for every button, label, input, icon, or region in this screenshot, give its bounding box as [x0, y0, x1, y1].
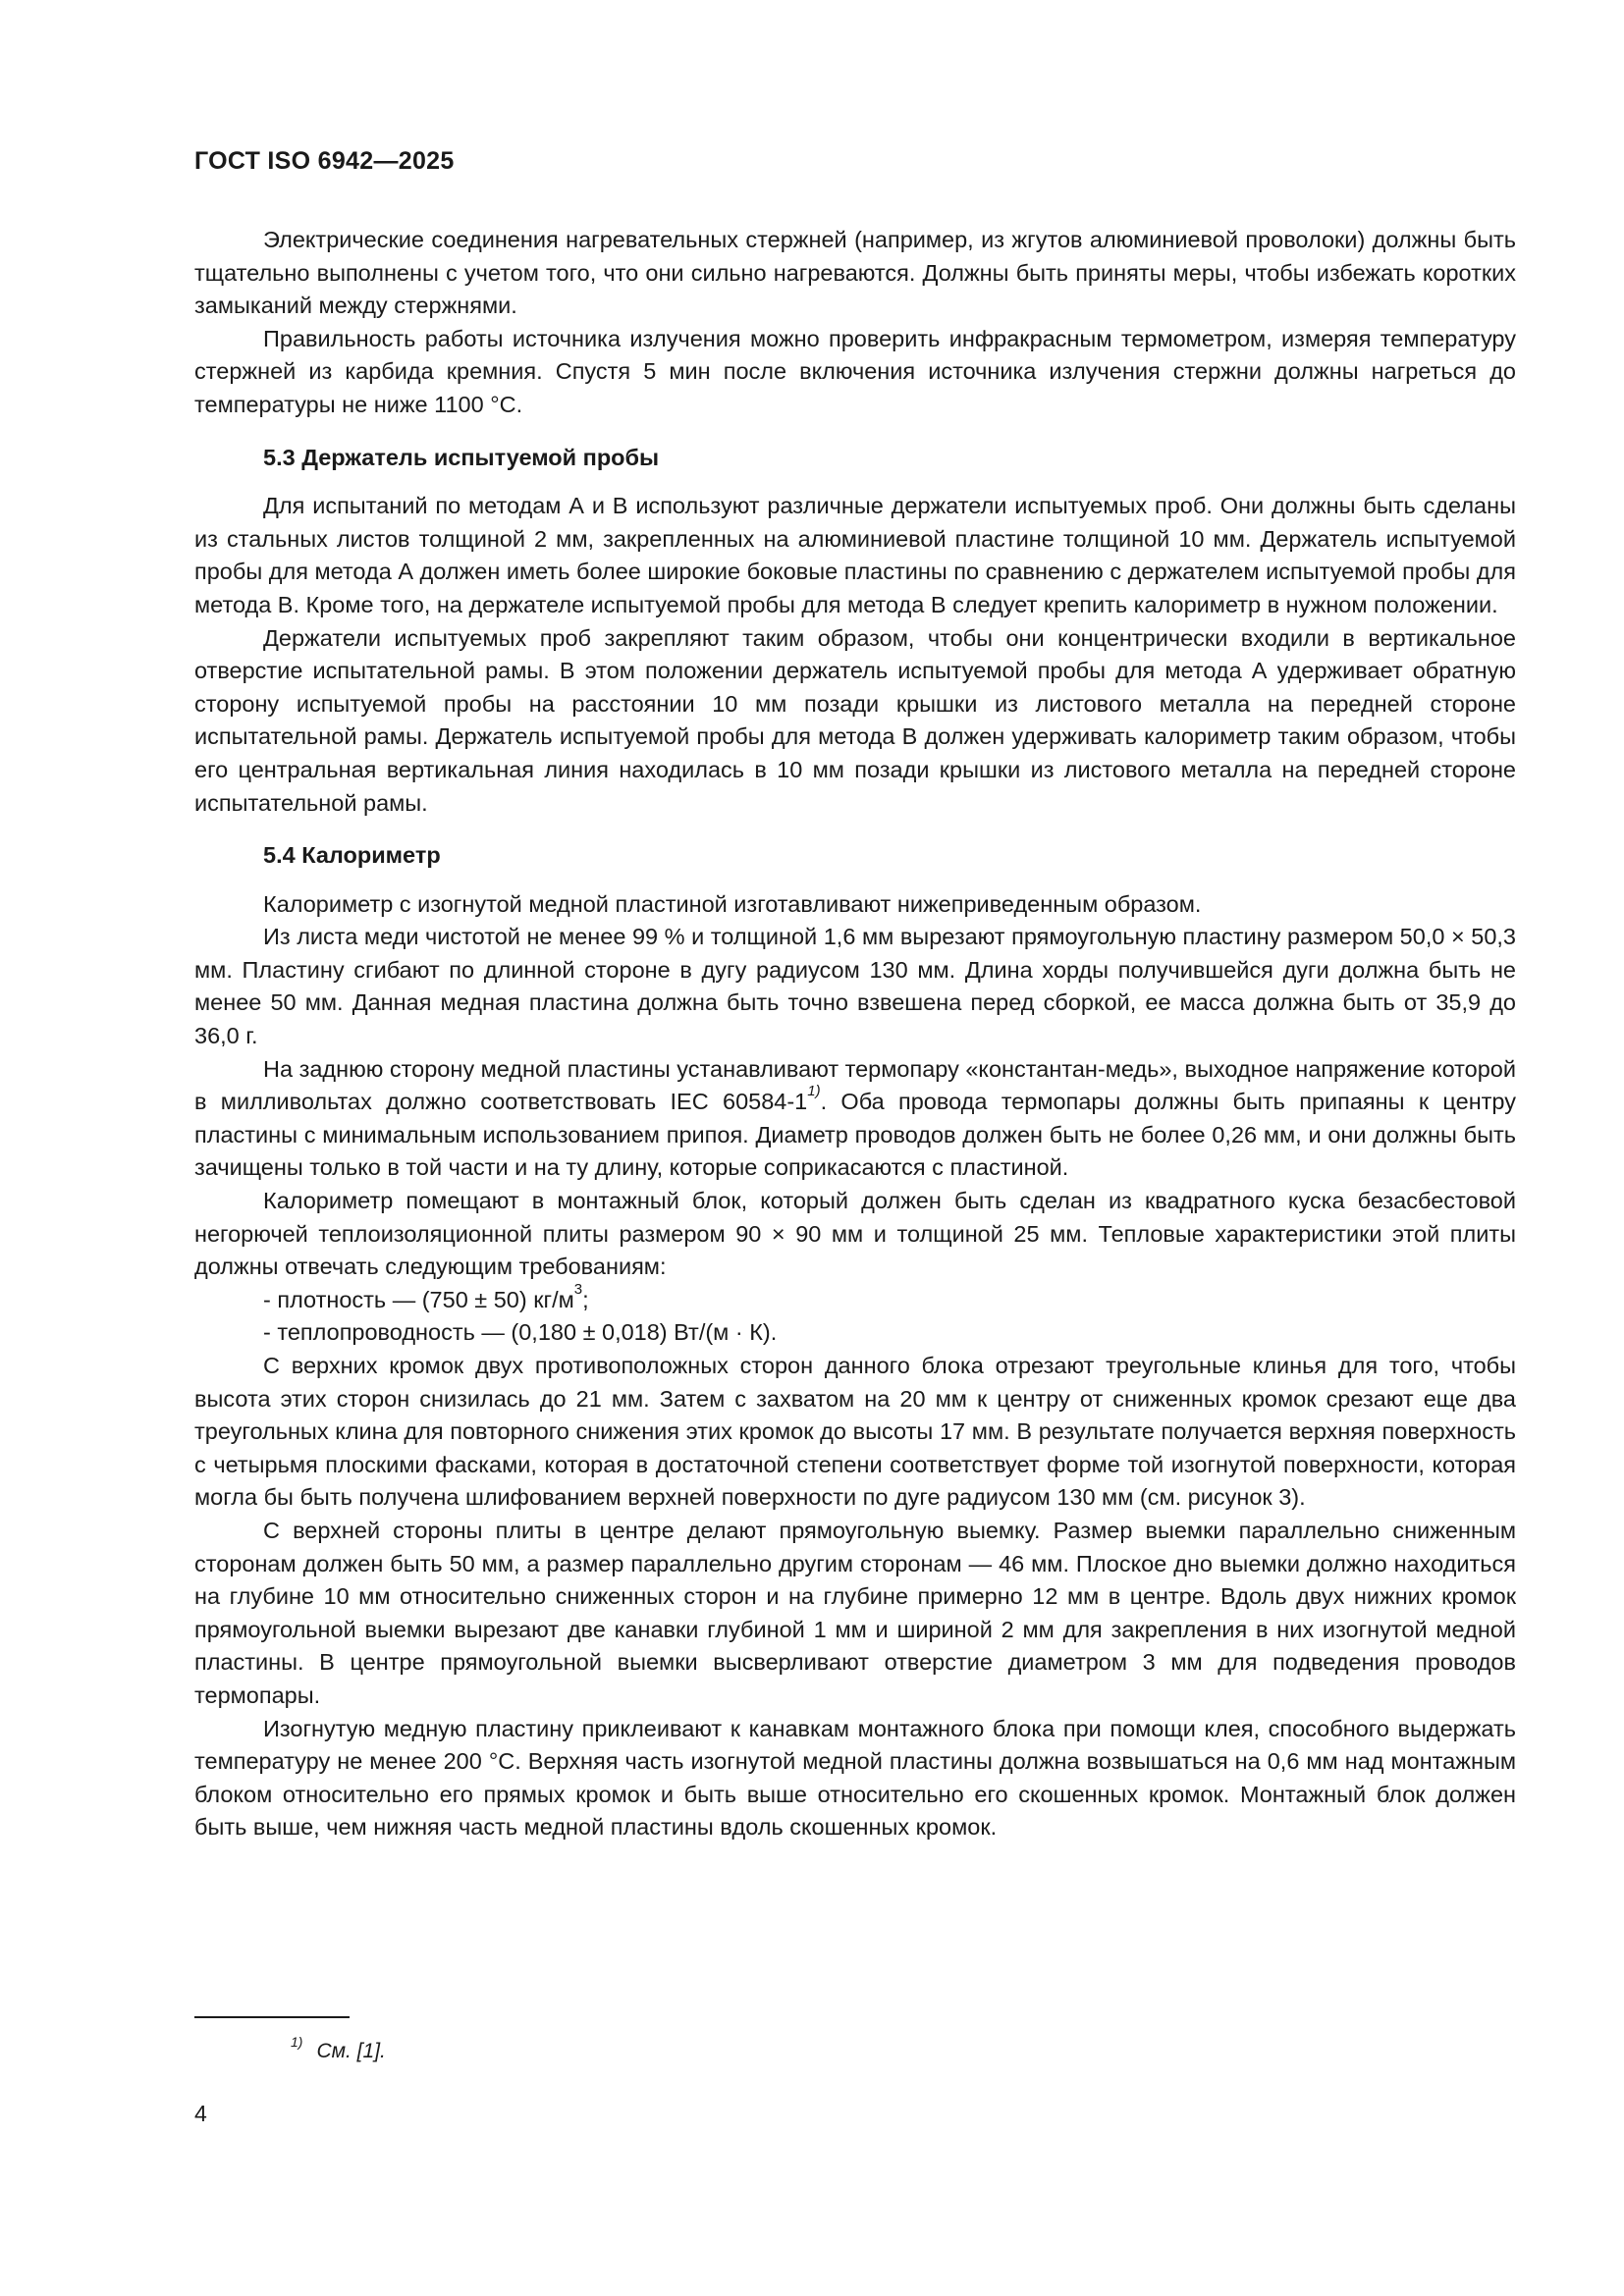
paragraph: Электрические соединения нагревательных стержней (например, из жгутов алюминиевой проволоки) должны быть тщательно выполнены с учетом того, что они сильно нагреваются. Должны быть приняты меры, чтобы избежать коротких замыканий между стержнями.	[194, 227, 1516, 319]
list-item-text: - плотность — (750 ± 50) кг/м	[263, 1286, 574, 1312]
footnote-reference[interactable]: 1)	[807, 1083, 821, 1100]
superscript: 3	[573, 1280, 583, 1298]
list-item: - теплопроводность — (0,180 ± 0,018) Вт/(м · К).	[263, 1319, 778, 1346]
document-body	[194, 224, 1516, 1844]
footnote-marker: 1)	[291, 2034, 303, 2050]
paragraph-text: . Оба провода термопары должны быть припаяны к центру пластины с минимальным использованием припоя. Диаметр проводов должен быть не более 0,26 мм, и они должны быть зачищены только в той части и на ту длину, которые соприкасаются с пластиной.	[194, 1089, 1516, 1181]
paragraph: Изогнутую медную пластину приклеивают к канавкам монтажного блока при помощи клея, способного выдержать температуру не менее 200 °С. Верхняя часть изогнутой медной пластины должна возвышаться на 0,6 мм над монтажным блоком относительно его прямых кромок и быть выше относительно его скошенных кромок. Монтажный блок должен быть выше, чем нижняя часть медной пластины вдоль скошенных кромок.	[194, 1715, 1516, 1841]
section-heading-5-3: 5.3 Держатель испытуемой пробы	[263, 444, 660, 470]
paragraph: Правильность работы источника излучения можно проверить инфракрасным термометром, измеряя температуру стержней из карбида кремния. Спустя 5 мин после включения источника излучения стержни должны нагреться до температуры не ниже 1100 °С.	[194, 325, 1516, 417]
list-item	[194, 1280, 1516, 1317]
paragraph: С верхней стороны плиты в центре делают прямоугольную выемку. Размер выемки параллельно сниженным сторонам должен быть 50 мм, а размер параллельно другим сторонам — 46 мм. Плоское дно выемки должно находиться на глубине 10 мм относительно сниженных сторон и на глубине примерно 12 мм в центре. Вдоль двух нижних кромок прямоугольной выемки вырезают две канавки глубиной 1 мм и шириной 2 мм для закрепления в них изогнутой медной пластины. В центре прямоугольной выемки высверливают отверстие диаметром 3 мм для подведения проводов термопары.	[194, 1517, 1516, 1708]
paragraph: Держатели испытуемых проб закрепляют таким образом, чтобы они концентрически входили в вертикальное отверстие испытательной рамы. В этом положении держатель испытуемой пробы для метода А удерживает обратную сторону испытуемой пробы на расстоянии 10 мм позади крышки из листового металла на передней стороне испытательной рамы. Держатель испытуемой пробы для метода В должен удерживать калориметр таким образом, чтобы его центральная вертикальная линия находилась в 10 мм позади крышки из листового металла на передней стороне испытательной рамы.	[194, 624, 1516, 816]
paragraph: С верхних кромок двух противоположных сторон данного блока отрезают треугольные клинья для того, чтобы высота этих сторон снизилась до 21 мм. Затем с захватом на 20 мм к центру от сниженных кромок срезают еще два треугольных клина для повторного снижения этих кромок до высоты 17 мм. В результате получается верхняя поверхность с четырьмя плоскими фасками, которая в достаточной степени соответствует форме той изогнутой поверхности, которая могла бы быть получена шлифованием верхней поверхности по дуге радиусом 130 мм (см. рисунок 3).	[194, 1353, 1516, 1511]
paragraph: Калориметр с изогнутой медной пластиной изготавливают нижеприведенным образом.	[263, 890, 1202, 917]
paragraph: Из листа меди чистотой не менее 99 % и толщиной 1,6 мм вырезают прямоугольную пластину размером 50,0 × 50,3 мм. Пластину сгибают по длинной стороне в дугу радиусом 130 мм. Длина хорды получившейся дуги должна быть не менее 50 мм. Данная медная пластина должна быть точно взвешена перед сборкой, ее масса должна быть от 35,9 до 36,0 г.	[194, 924, 1516, 1049]
footnote-text: См. [1].	[316, 2040, 386, 2062]
page-number: 4	[194, 2101, 207, 2126]
paragraph-with-footnote	[194, 1053, 1516, 1185]
paragraph-text: На заднюю сторону медной пластины устанавливают термопару «константан-медь», выходное напряжение которой в милливольтах должно соответствовать IEC 60584-1	[194, 1055, 1516, 1115]
document-header: ГОСТ ISO 6942—2025	[194, 147, 455, 175]
footnote	[291, 2034, 386, 2063]
list-item-text: ;	[582, 1286, 589, 1312]
paragraph: Для испытаний по методам А и В используют различные держатели испытуемых проб. Они должны быть сделаны из стальных листов толщиной 2 мм, закрепленных на алюминиевой пластине толщиной 10 мм. Держатель испытуемой пробы для метода А должен иметь более широкие боковые пластины по сравнению с держателем испытуемой пробы для метода В. Кроме того, на держателе испытуемой пробы для метода В следует крепить калориметр в нужном положении.	[194, 493, 1516, 617]
footnote-divider	[194, 2016, 350, 2018]
paragraph: Калориметр помещают в монтажный блок, который должен быть сделан из квадратного куска безасбестовой негорючей теплоизоляционной плиты размером 90 × 90 мм и толщиной 25 мм. Тепловые характеристики этой плиты должны отвечать следующим требованиям:	[194, 1188, 1516, 1280]
section-heading-5-4: 5.4 Калориметр	[263, 842, 441, 869]
